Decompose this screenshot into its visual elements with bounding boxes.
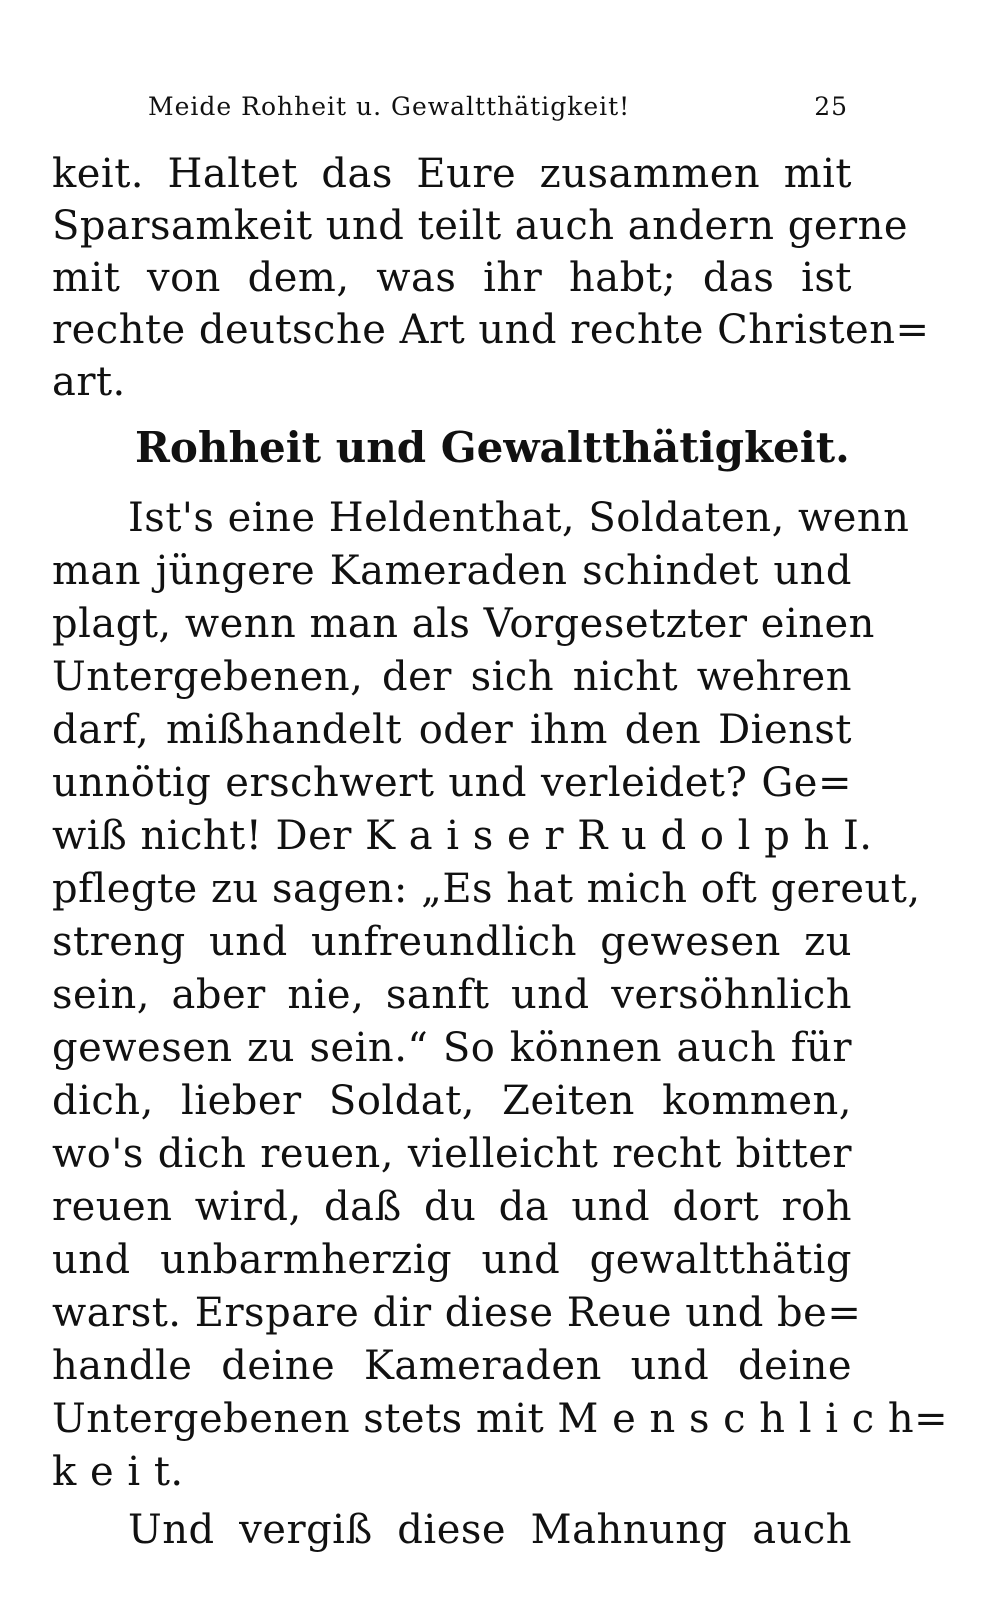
- running-head: [148, 92, 848, 132]
- text-line: art.: [52, 359, 126, 405]
- page-number: 25: [814, 92, 848, 121]
- text-line: man jüngere Kameraden schindet und: [52, 548, 852, 594]
- text-line: Und vergiß diese Mahnung auch: [128, 1507, 852, 1553]
- text-line: k e i t.: [52, 1449, 184, 1495]
- text-line: reuen wird, daß du da und dort roh: [52, 1184, 852, 1230]
- text-line: wo's dich reuen, vielleicht recht bitter: [52, 1131, 852, 1177]
- text-line: Untergebenen, der sich nicht wehren: [52, 654, 852, 700]
- section-heading: Rohheit und Gewaltthätigkeit.: [135, 423, 850, 472]
- text-line: Ist's eine Heldenthat, Soldaten, wenn: [128, 495, 910, 541]
- text-line: und unbarmherzig und gewaltthätig: [52, 1237, 852, 1283]
- text-line: Sparsamkeit und teilt auch andern gerne: [52, 203, 909, 249]
- text-line: keit. Haltet das Eure zusammen mit: [52, 151, 852, 197]
- running-head-title: Meide Rohheit u. Gewaltthätigkeit!: [148, 92, 631, 121]
- text-line: darf, mißhandelt oder ihm den Dienst: [52, 707, 852, 753]
- text-line: unnötig erschwert und verleidet? Ge=: [52, 760, 852, 806]
- text-line: dich, lieber Soldat, Zeiten kommen,: [52, 1078, 852, 1124]
- text-line: mit von dem, was ihr habt; das ist: [52, 255, 852, 301]
- text-line: gewesen zu sein.“ So können auch für: [52, 1025, 852, 1071]
- text-line: warst. Erspare dir diese Reue und be=: [52, 1290, 862, 1336]
- text-line: Untergebenen stets mit M e n s c h l i c h=: [52, 1396, 949, 1442]
- text-line: plagt, wenn man als Vorgesetzter einen: [52, 601, 875, 647]
- text-line: streng und unfreundlich gewesen zu: [52, 919, 852, 965]
- text-line: handle deine Kameraden und deine: [52, 1343, 852, 1389]
- text-line: sein, aber nie, sanft und versöhnlich: [52, 972, 852, 1018]
- text-line: wiß nicht! Der K a i s e r R u d o l p h I.: [52, 813, 873, 859]
- text-line: rechte deutsche Art und rechte Christen=: [52, 307, 930, 353]
- text-line: pflegte zu sagen: „Es hat mich oft gereut,: [52, 866, 921, 912]
